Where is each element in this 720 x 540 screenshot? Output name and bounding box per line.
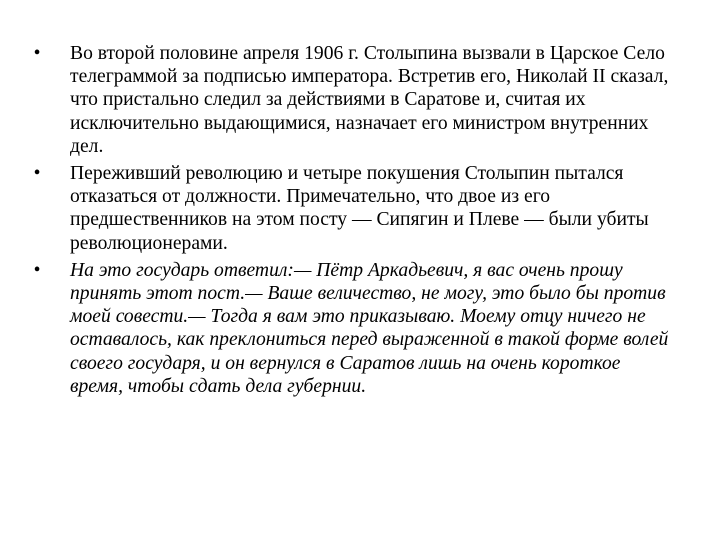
bullet-text: Во второй половине апреля 1906 г. Столыпина вызвали в Царское Село телеграммой за подписью императора. Встретив его, Николай II сказал, что пристально следил за действиями в Саратове и, считая их исключительно выдающимися, назначает его министром внутренних дел. — [70, 43, 669, 157]
bullet-item-dialogue — [30, 259, 670, 398]
bullet-dot-icon: • — [33, 43, 41, 64]
bullet-list — [30, 42, 670, 402]
bullet-text: На это государь ответил:— Пётр Аркадьевич, я вас очень прошу принять этот пост.— Ваше величество, не могу, это было бы против моей совести.— Тогда я вам это приказываю. Моему отцу ничего не оставалось, как преклониться перед выраженной в такой форме волей своего государя, и он вернулся в Саратов лишь на очень короткое время, чтобы сдать дела губернии. — [70, 259, 669, 397]
bullet-dot-icon: • — [33, 259, 41, 281]
bullet-dot-icon: • — [33, 163, 41, 185]
bullet-item-appointment — [30, 42, 670, 158]
bullet-text: Переживший революцию и четыре покушения Столыпин пытался отказаться от должности. Примечательно, что двое из его предшественников на этом посту — Сипягин и Плеве — были убиты революционерами. — [70, 163, 649, 254]
bullet-item-refusal — [30, 162, 670, 255]
